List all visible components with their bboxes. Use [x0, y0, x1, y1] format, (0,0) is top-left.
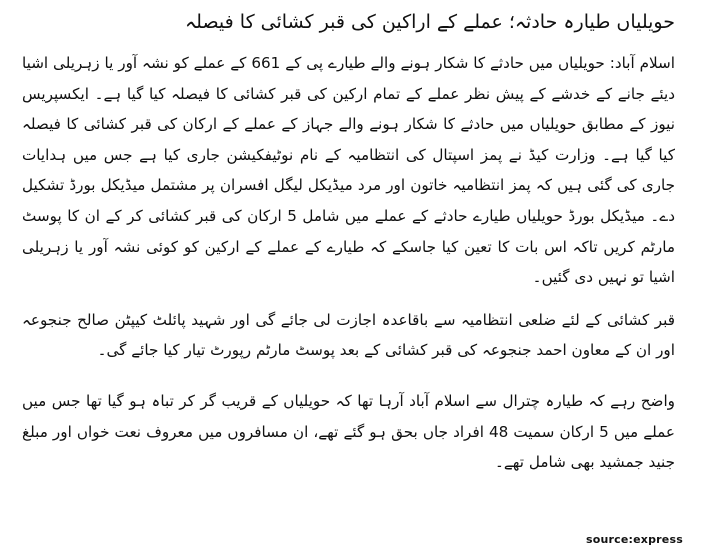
article-headline: حویلیاں طیارہ حادثہ؛ عملے کے اراکین کی قبر کشائی کا فیصلہ — [185, 11, 675, 33]
source-credit: source:express — [586, 533, 683, 546]
article-paragraph-3: واضح رہے کہ طیارہ چترال سے اسلام آباد آرہا تھا کہ حویلیاں کے قریب گر کر تباہ ہو گیا تھا جس میں عملے میں 5 ارکان سمیت 48 افراد جاں بحق ہو گئے تھے، ان مسافروں میں معروف نعت خواں اور مبلغ جنید جمشید بھی شامل تھے۔ — [22, 391, 675, 472]
article-paragraph-2: قبر کشائی کے لئے ضلعی انتظامیہ سے باقاعدہ اجازت لی جائے گی اور شہید پائلٹ کیپٹن صالح جنجوعہ اور ان کے معاون احمد جنجوعہ کی قبر کشائی کے بعد پوسٹ مارٹم رپورٹ تیار کیا جائے گی۔ — [22, 310, 675, 360]
article-paragraph-1: اسلام آباد: حویلیاں میں حادثے کا شکار ہونے والے طیارے پی کے 661 کے عملے کو نشہ آور یا زہریلی اشیا دیئے جانے کے خدشے کے پیش نظر عملے کے تمام ارکین کی قبر کشائی کا فیصلہ کیا گیا ہے۔ ایکسپریس نیوز کے مطابق حویلیاں میں حادثے کا شکار ہونے والے جہاز کے عملے کے ارکان کی قبر کشائی کا فیصلہ کیا گیا ہے۔ وزارت کیڈ نے پمز اسپتال کی انتظامیہ کے نام نوٹیفکیشن جاری کیا ہے جس میں ہدایات جاری کی گئی ہیں کہ پمز انتظامیہ خاتون اور مرد میڈیکل لیگل افسران پر مشتمل میڈیکل بورڈ تشکیل دے۔ میڈیکل بورڈ حویلیاں طیارے حادثے کے عملے میں شامل 5 ارکان کی قبر کشائی کر کے ان کا پوسٹ مارٹم کریں تاکہ اس بات کا تعین کیا جاسکے کہ طیارے کے عملے کے ارکین کو کوئی نشہ آور یا زہریلی اشیا تو نہیں دی گئیں۔ — [22, 54, 675, 287]
